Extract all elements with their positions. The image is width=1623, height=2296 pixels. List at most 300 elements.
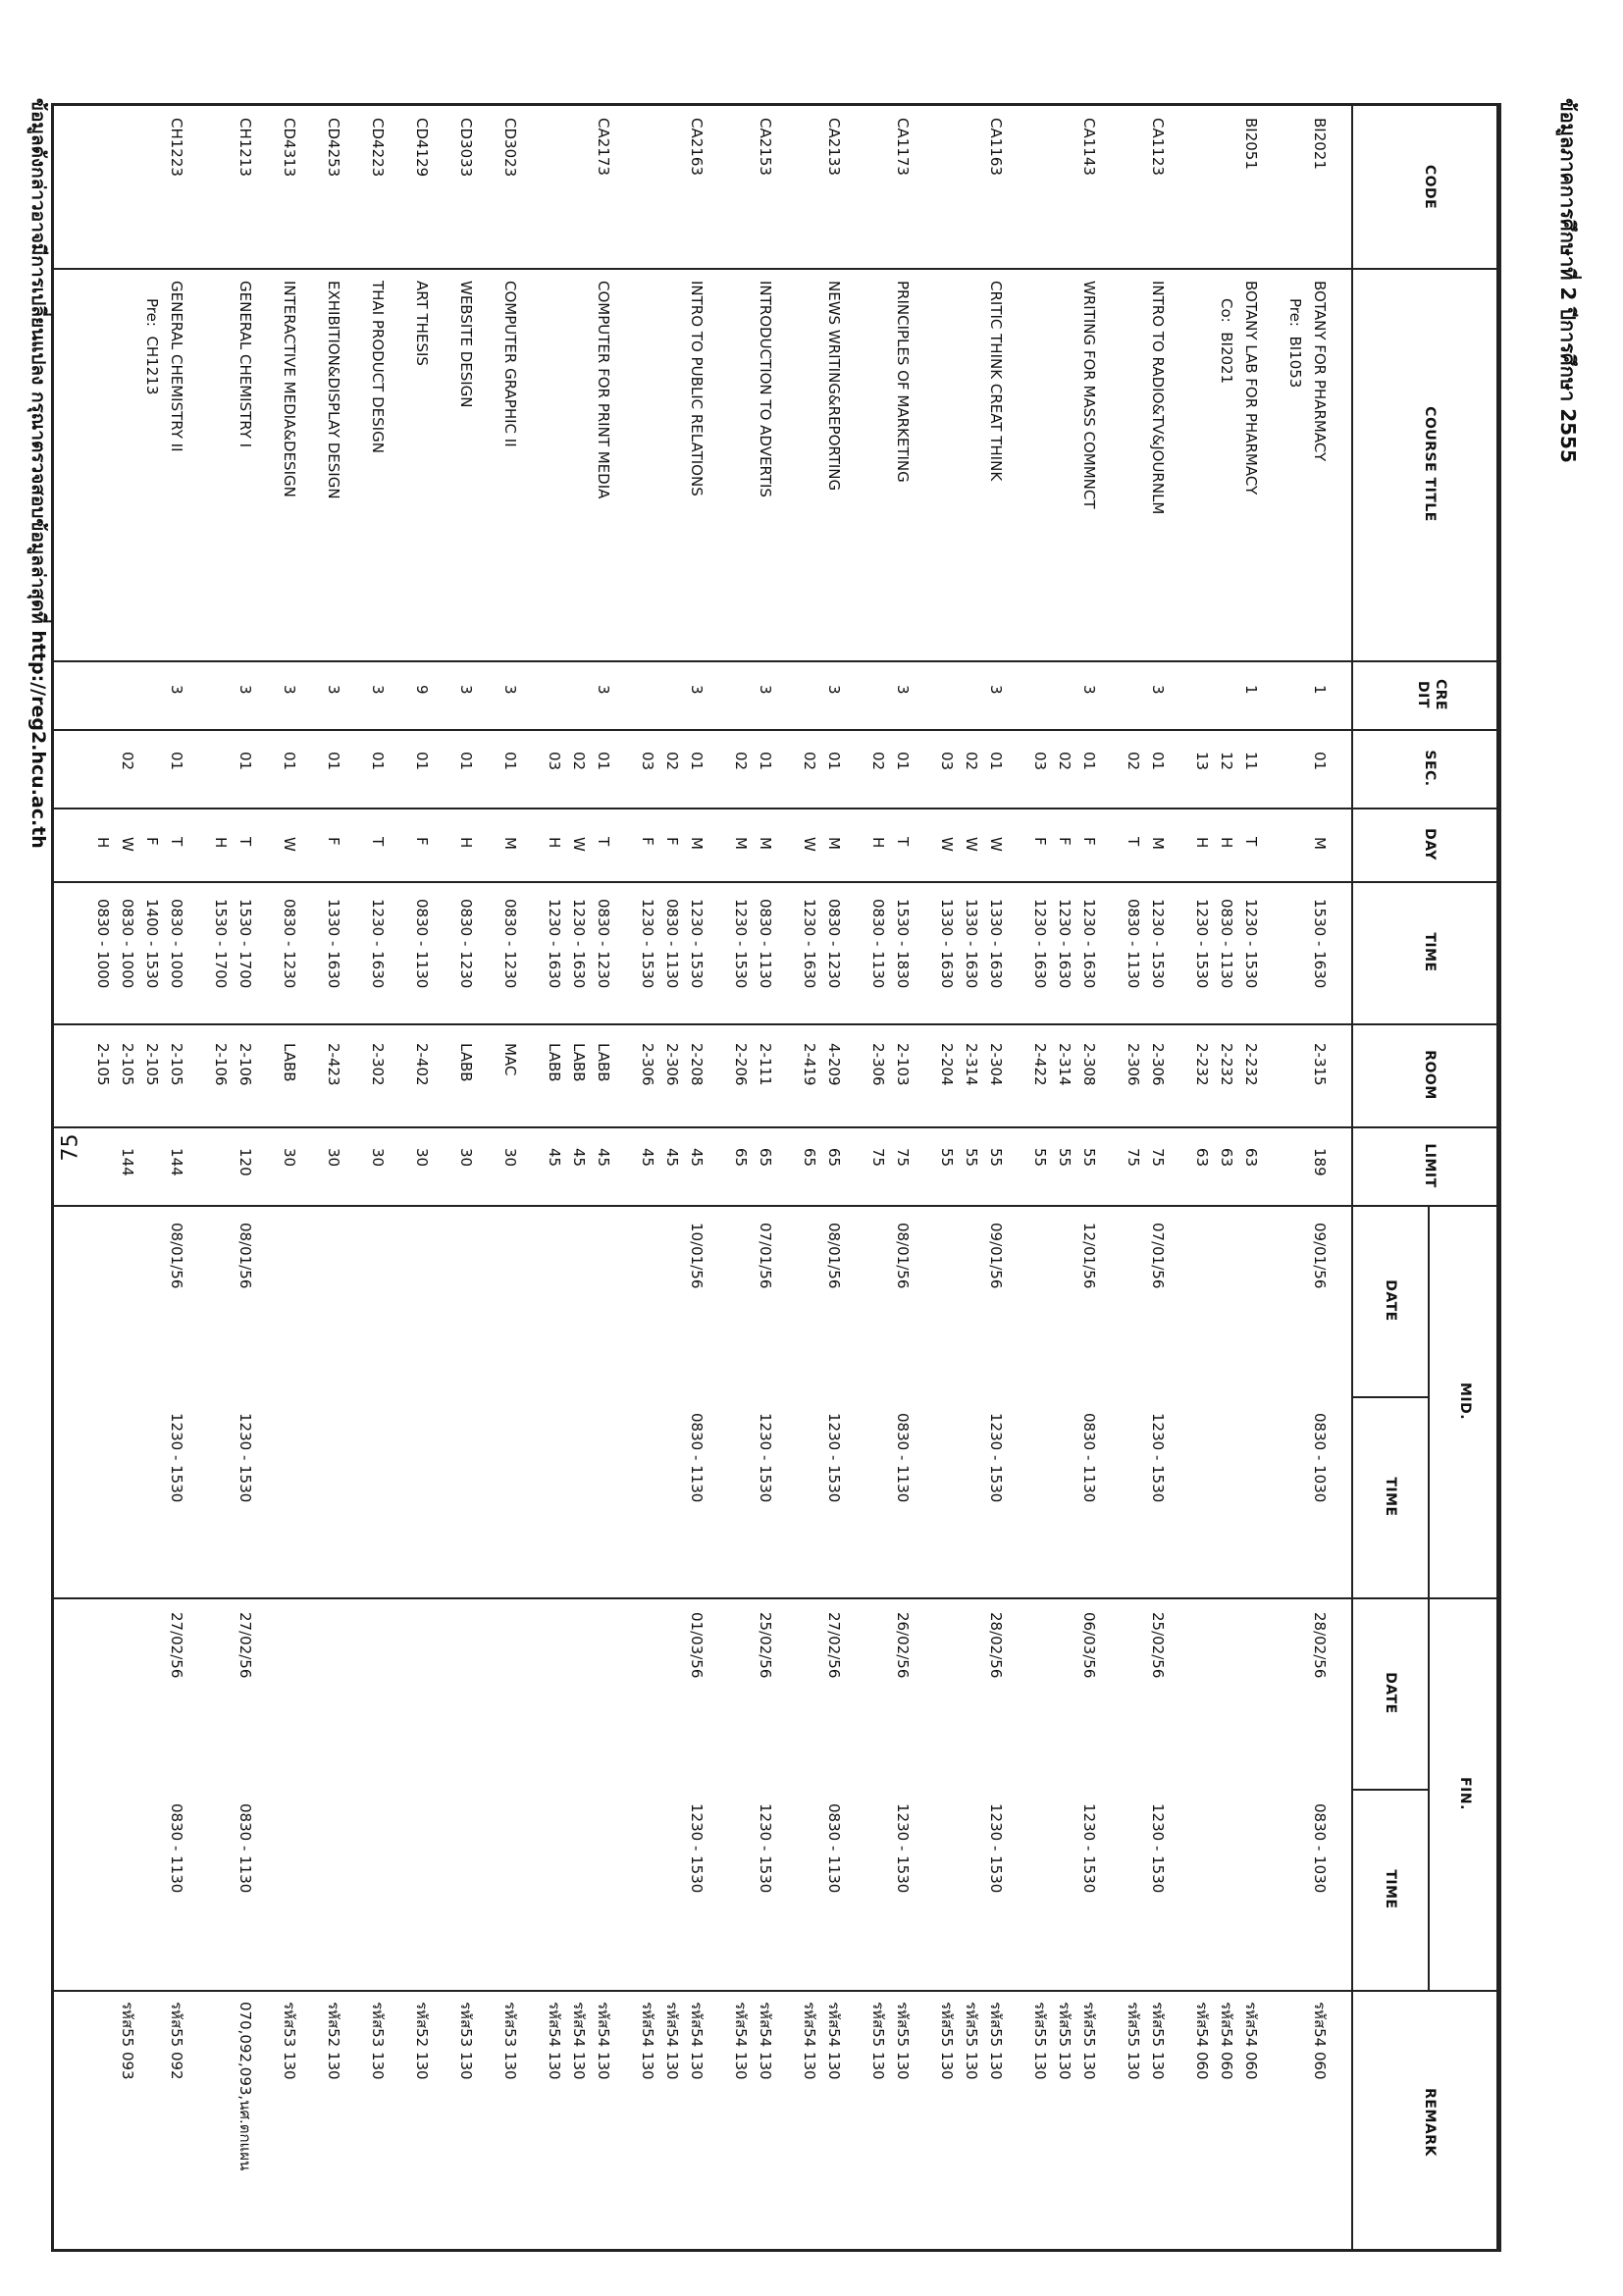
course-day: M xyxy=(501,837,519,850)
course-day: H xyxy=(457,837,475,849)
course-credit: 3 xyxy=(688,685,706,695)
course-time: 1230 - 1530 xyxy=(1193,899,1211,989)
course-remark: รหัส54 060 xyxy=(1193,2002,1211,2080)
course-time: 1230 - 1530 xyxy=(639,899,656,989)
course-title: COMPUTER FOR PRINT MEDIA xyxy=(595,281,612,499)
course-limit: 45 xyxy=(570,1148,588,1168)
course-remark: 070,092,093,นศ.ตกแผน xyxy=(236,2002,254,2171)
course-remark: รหัส55 130 xyxy=(1031,2002,1049,2080)
course-credit: 3 xyxy=(1149,685,1167,695)
course-remark: รหัส53 130 xyxy=(369,2002,387,2080)
course-room: 2-402 xyxy=(413,1043,431,1086)
course-sec: 02 xyxy=(963,752,980,771)
course-credit: 3 xyxy=(1080,685,1098,695)
course-remark: รหัส55 130 xyxy=(1149,2002,1167,2080)
course-limit: 65 xyxy=(825,1148,843,1168)
course-prerequisite: Co: BI2021 xyxy=(1218,298,1235,385)
course-mid-time: 0830 - 1130 xyxy=(894,1413,912,1503)
course-time: 1330 - 1630 xyxy=(938,899,956,989)
course-room: 2-105 xyxy=(94,1043,112,1086)
course-remark: รหัส52 130 xyxy=(413,2002,431,2080)
course-time: 0830 - 1000 xyxy=(119,899,136,989)
course-mid-date: 08/01/56 xyxy=(894,1223,912,1289)
course-day: M xyxy=(688,837,706,850)
col-mid-date: DATE xyxy=(1383,1279,1398,1322)
course-table xyxy=(51,103,1501,2252)
course-fin-time: 1230 - 1530 xyxy=(688,1803,706,1894)
course-fin-time: 1230 - 1530 xyxy=(894,1803,912,1894)
course-credit: 3 xyxy=(168,685,185,695)
course-limit: 63 xyxy=(1193,1148,1211,1168)
course-room: 2-419 xyxy=(801,1043,818,1086)
course-limit: 55 xyxy=(1031,1148,1049,1168)
course-remark: รหัส54 130 xyxy=(595,2002,612,2080)
course-time: 1230 - 1630 xyxy=(546,899,563,989)
course-credit: 3 xyxy=(369,685,387,695)
course-limit: 45 xyxy=(663,1148,681,1168)
course-sec: 13 xyxy=(1193,752,1211,771)
course-limit: 75 xyxy=(894,1148,912,1168)
course-sec: 11 xyxy=(1242,752,1260,771)
course-limit: 30 xyxy=(457,1148,475,1168)
course-limit: 65 xyxy=(757,1148,774,1168)
course-remark: รหัส54 130 xyxy=(757,2002,774,2080)
course-remark: รหัส55 093 xyxy=(119,2002,136,2080)
course-remark: รหัส54 130 xyxy=(546,2002,563,2080)
course-fin-date: 06/03/56 xyxy=(1080,1612,1098,1679)
course-title: ART THESIS xyxy=(413,281,431,366)
course-code: CD4313 xyxy=(281,118,298,178)
course-sec: 01 xyxy=(1149,752,1167,771)
course-code: CA2173 xyxy=(595,118,612,176)
course-room: 2-106 xyxy=(212,1043,230,1086)
course-code: CH1223 xyxy=(168,118,185,177)
course-mid-date: 08/01/56 xyxy=(236,1223,254,1289)
course-time: 0830 - 1130 xyxy=(869,899,887,989)
course-room: 2-204 xyxy=(938,1043,956,1086)
course-mid-date: 12/01/56 xyxy=(1080,1223,1098,1289)
course-day: W xyxy=(281,837,298,852)
course-credit: 3 xyxy=(987,685,1005,695)
course-sec: 01 xyxy=(457,752,475,771)
course-sec: 02 xyxy=(119,752,136,771)
course-sec: 01 xyxy=(501,752,519,771)
course-room: 4-209 xyxy=(825,1043,843,1086)
course-time: 0830 - 1130 xyxy=(663,899,681,989)
course-sec: 01 xyxy=(369,752,387,771)
course-day: F xyxy=(639,837,656,846)
course-limit: 65 xyxy=(801,1148,818,1168)
course-limit: 45 xyxy=(688,1148,706,1168)
course-room: LABB xyxy=(570,1043,588,1082)
course-sec: 03 xyxy=(1031,752,1049,771)
course-sec: 03 xyxy=(546,752,563,771)
course-remark: รหัส55 092 xyxy=(168,2002,185,2080)
course-credit: 9 xyxy=(413,685,431,695)
course-remark: รหัส54 060 xyxy=(1218,2002,1235,2080)
course-credit: 3 xyxy=(894,685,912,695)
course-title: WEBSITE DESIGN xyxy=(457,281,475,408)
course-fin-time: 1230 - 1530 xyxy=(1149,1803,1167,1894)
course-fin-date: 28/02/56 xyxy=(1311,1612,1329,1679)
course-mid-date: 08/01/56 xyxy=(168,1223,185,1289)
course-code: CA2163 xyxy=(688,118,706,176)
course-title: NEWS WRITING&REPORTING xyxy=(825,281,843,492)
course-time: 1330 - 1630 xyxy=(987,899,1005,989)
course-time: 0830 - 1230 xyxy=(825,899,843,989)
course-day: T xyxy=(595,837,612,847)
course-sec: 01 xyxy=(894,752,912,771)
course-time: 0830 - 1000 xyxy=(168,899,185,989)
course-limit: 144 xyxy=(168,1148,185,1176)
course-title: INTERACTIVE MEDIA&DESIGN xyxy=(281,281,298,497)
course-remark: รหัส55 130 xyxy=(987,2002,1005,2080)
course-remark: รหัส54 060 xyxy=(1242,2002,1260,2080)
course-limit: 55 xyxy=(1056,1148,1073,1168)
course-sec: 01 xyxy=(825,752,843,771)
course-room: MAC xyxy=(501,1043,519,1076)
course-time: 0830 - 1130 xyxy=(757,899,774,989)
course-time: 1230 - 1630 xyxy=(570,899,588,989)
course-room: LABB xyxy=(595,1043,612,1082)
course-remark: รหัส53 130 xyxy=(457,2002,475,2080)
course-day: M xyxy=(757,837,774,850)
course-sec: 01 xyxy=(1311,752,1329,771)
course-credit: 3 xyxy=(281,685,298,695)
course-remark: รหัส54 130 xyxy=(663,2002,681,2080)
course-sec: 01 xyxy=(325,752,342,771)
course-day: T xyxy=(1125,837,1142,847)
course-time: 1530 - 1700 xyxy=(236,899,254,989)
course-credit: 3 xyxy=(457,685,475,695)
course-room: 2-306 xyxy=(1149,1043,1167,1086)
course-sec: 01 xyxy=(413,752,431,771)
course-code: CH1213 xyxy=(236,118,254,177)
course-prerequisite: Pre: BI1053 xyxy=(1286,298,1304,389)
course-day: T xyxy=(168,837,185,847)
course-room: 2-105 xyxy=(119,1043,136,1086)
course-limit: 75 xyxy=(1149,1148,1167,1168)
course-room: LABB xyxy=(546,1043,563,1082)
course-day: W xyxy=(987,837,1005,852)
course-remark: รหัส54 130 xyxy=(570,2002,588,2080)
course-title: THAI PRODUCT DESIGN xyxy=(369,281,387,453)
course-code: CD4129 xyxy=(413,118,431,178)
col-sec: SEC. xyxy=(1422,750,1438,787)
course-limit: 30 xyxy=(369,1148,387,1168)
course-sec: 02 xyxy=(732,752,750,771)
course-room: 2-315 xyxy=(1311,1043,1329,1086)
course-code: CA2153 xyxy=(757,118,774,176)
course-credit: 3 xyxy=(325,685,342,695)
course-time: 0830 - 1130 xyxy=(413,899,431,989)
course-time: 0830 - 1230 xyxy=(457,899,475,989)
course-room: 2-232 xyxy=(1242,1043,1260,1086)
course-room: 2-314 xyxy=(963,1043,980,1086)
course-day: F xyxy=(1056,837,1073,846)
course-day: F xyxy=(143,837,161,846)
course-sec: 02 xyxy=(570,752,588,771)
course-room: 2-306 xyxy=(639,1043,656,1086)
course-limit: 75 xyxy=(869,1148,887,1168)
course-room: 2-306 xyxy=(869,1043,887,1086)
course-time: 0830 - 1130 xyxy=(1218,899,1235,989)
course-sec: 02 xyxy=(869,752,887,771)
course-limit: 120 xyxy=(236,1148,254,1176)
course-time: 1230 - 1530 xyxy=(688,899,706,989)
course-sec: 01 xyxy=(236,752,254,771)
course-room: 2-423 xyxy=(325,1043,342,1086)
col-time: TIME xyxy=(1422,932,1438,972)
course-code: CD4223 xyxy=(369,118,387,178)
course-room: LABB xyxy=(457,1043,475,1082)
course-mid-date: 09/01/56 xyxy=(1311,1223,1329,1289)
course-room: 2-306 xyxy=(663,1043,681,1086)
course-limit: 63 xyxy=(1218,1148,1235,1168)
course-code: CA2133 xyxy=(825,118,843,176)
course-time: 0830 - 1230 xyxy=(501,899,519,989)
course-day: H xyxy=(212,837,230,849)
col-fin: FIN. xyxy=(1457,1777,1473,1810)
col-remark: REMARK xyxy=(1422,2088,1438,2157)
course-title: INTRO TO RADIO&TV&JOURNLM xyxy=(1149,281,1167,515)
course-day: M xyxy=(1311,837,1329,850)
course-remark: รหัส55 130 xyxy=(1125,2002,1142,2080)
course-mid-date: 09/01/56 xyxy=(987,1223,1005,1289)
course-code: CD4253 xyxy=(325,118,342,178)
course-remark: รหัส55 130 xyxy=(869,2002,887,2080)
course-fin-date: 26/02/56 xyxy=(894,1612,912,1679)
course-sec: 02 xyxy=(1125,752,1142,771)
course-title: INTRODUCTION TO ADVERTIS xyxy=(757,281,774,497)
course-credit: 3 xyxy=(236,685,254,695)
course-limit: 189 xyxy=(1311,1148,1329,1176)
course-day: T xyxy=(1242,837,1260,847)
col-room: ROOM xyxy=(1422,1050,1438,1100)
course-time: 0830 - 1230 xyxy=(595,899,612,989)
course-sec: 02 xyxy=(663,752,681,771)
course-mid-date: 07/01/56 xyxy=(1149,1223,1167,1289)
course-room: 2-304 xyxy=(987,1043,1005,1086)
course-remark: รหัส53 130 xyxy=(501,2002,519,2080)
course-day: W xyxy=(570,837,588,852)
course-sec: 01 xyxy=(688,752,706,771)
course-code: CD3033 xyxy=(457,118,475,178)
course-fin-time: 1230 - 1530 xyxy=(1080,1803,1098,1894)
course-remark: รหัส55 130 xyxy=(938,2002,956,2080)
course-fin-time: 0830 - 1030 xyxy=(1311,1803,1329,1894)
course-room: 2-106 xyxy=(236,1043,254,1086)
course-limit: 55 xyxy=(938,1148,956,1168)
course-time: 1230 - 1630 xyxy=(1056,899,1073,989)
course-limit: 30 xyxy=(325,1148,342,1168)
course-time: 1230 - 1630 xyxy=(369,899,387,989)
course-time: 1400 - 1530 xyxy=(143,899,161,989)
course-limit: 30 xyxy=(413,1148,431,1168)
course-room: 2-232 xyxy=(1218,1043,1235,1086)
course-day: W xyxy=(801,837,818,852)
course-time: 0830 - 1000 xyxy=(94,899,112,989)
course-room: 2-103 xyxy=(894,1043,912,1086)
course-limit: 30 xyxy=(501,1148,519,1168)
course-day: T xyxy=(894,837,912,847)
course-time: 0830 - 1130 xyxy=(1125,899,1142,989)
col-mid-time: TIME xyxy=(1383,1477,1398,1517)
course-time: 1530 - 1630 xyxy=(1311,899,1329,989)
course-title: WRITING FOR MASS COMMNCT xyxy=(1080,281,1098,509)
course-code: CA1163 xyxy=(987,118,1005,176)
course-room: 2-314 xyxy=(1056,1043,1073,1086)
course-room: 2-306 xyxy=(1125,1043,1142,1086)
course-sec: 01 xyxy=(168,752,185,771)
course-day: W xyxy=(963,837,980,852)
course-time: 1230 - 1630 xyxy=(801,899,818,989)
course-fin-date: 27/02/56 xyxy=(236,1612,254,1679)
course-day: H xyxy=(1218,837,1235,849)
course-limit: 75 xyxy=(1125,1148,1142,1168)
course-day: M xyxy=(825,837,843,850)
course-credit: 1 xyxy=(1242,685,1260,695)
course-fin-time: 1230 - 1530 xyxy=(987,1803,1005,1894)
course-credit: 3 xyxy=(595,685,612,695)
course-remark: รหัส52 130 xyxy=(325,2002,342,2080)
course-room: 2-302 xyxy=(369,1043,387,1086)
course-sec: 02 xyxy=(801,752,818,771)
course-sec: 03 xyxy=(639,752,656,771)
course-fin-time: 1230 - 1530 xyxy=(757,1803,774,1894)
course-day: M xyxy=(732,837,750,850)
course-fin-time: 0830 - 1130 xyxy=(825,1803,843,1894)
course-credit: 3 xyxy=(501,685,519,695)
course-fin-date: 25/02/56 xyxy=(757,1612,774,1679)
course-day: F xyxy=(413,837,431,846)
course-fin-time: 0830 - 1130 xyxy=(236,1803,254,1894)
course-room: 2-208 xyxy=(688,1043,706,1086)
course-day: M xyxy=(1149,837,1167,850)
course-fin-date: 27/02/56 xyxy=(168,1612,185,1679)
course-room: 2-422 xyxy=(1031,1043,1049,1086)
course-remark: รหัส55 130 xyxy=(963,2002,980,2080)
col-fin-date: DATE xyxy=(1383,1672,1398,1714)
course-title: GENERAL CHEMISTRY II xyxy=(168,281,185,452)
course-room: 2-308 xyxy=(1080,1043,1098,1086)
course-day: F xyxy=(1080,837,1098,846)
course-time: 1230 - 1630 xyxy=(1080,899,1098,989)
course-code: CA1143 xyxy=(1080,118,1098,176)
course-day: T xyxy=(369,837,387,847)
course-code: CA1123 xyxy=(1149,118,1167,176)
course-day: H xyxy=(1193,837,1211,849)
course-title: CRITIC THINK CREAT THINK xyxy=(987,281,1005,482)
course-day: W xyxy=(119,837,136,852)
course-room: 2-111 xyxy=(757,1043,774,1086)
course-limit: 63 xyxy=(1242,1148,1260,1168)
course-limit: 55 xyxy=(987,1148,1005,1168)
course-mid-time: 1230 - 1530 xyxy=(987,1413,1005,1503)
course-sec: 01 xyxy=(281,752,298,771)
course-remark: รหัส54 130 xyxy=(825,2002,843,2080)
col-course-title: COURSE TITLE xyxy=(1422,406,1438,522)
course-room: LABB xyxy=(281,1043,298,1082)
course-fin-time: 0830 - 1130 xyxy=(168,1803,185,1894)
course-code: CA1173 xyxy=(894,118,912,176)
course-mid-time: 1230 - 1530 xyxy=(1149,1413,1167,1503)
course-day: W xyxy=(938,837,956,852)
course-title: GENERAL CHEMISTRY I xyxy=(236,281,254,448)
page-number: 75 xyxy=(58,1133,83,1162)
course-day: H xyxy=(94,837,112,849)
course-day: F xyxy=(1031,837,1049,846)
course-day: F xyxy=(663,837,681,846)
semester-header: ข้อมูลภาคการศึกษาที่ 2 ปีการศึกษา 2555 xyxy=(1556,98,1580,463)
course-mid-date: 08/01/56 xyxy=(825,1223,843,1289)
course-title: EXHIBITION&DISPLAY DESIGN xyxy=(325,281,342,499)
course-room: 2-206 xyxy=(732,1043,750,1086)
course-remark: รหัส54 130 xyxy=(688,2002,706,2080)
course-limit: 45 xyxy=(639,1148,656,1168)
course-credit: 3 xyxy=(757,685,774,695)
course-time: 0830 - 1230 xyxy=(281,899,298,989)
course-remark: รหัส54 130 xyxy=(639,2002,656,2080)
course-remark: รหัส55 130 xyxy=(1056,2002,1073,2080)
course-fin-date: 25/02/56 xyxy=(1149,1612,1167,1679)
course-code: CD3023 xyxy=(501,118,519,178)
course-day: H xyxy=(546,837,563,849)
course-code: BI2051 xyxy=(1242,118,1260,170)
course-mid-time: 0830 - 1130 xyxy=(688,1413,706,1503)
course-title: INTRO TO PUBLIC RELATIONS xyxy=(688,281,706,496)
course-mid-time: 0830 - 1030 xyxy=(1311,1413,1329,1503)
course-limit: 45 xyxy=(595,1148,612,1168)
course-remark: รหัส55 130 xyxy=(1080,2002,1098,2080)
col-limit: LIMIT xyxy=(1422,1143,1438,1188)
course-mid-date: 07/01/56 xyxy=(757,1223,774,1289)
course-day: F xyxy=(325,837,342,846)
course-credit: 3 xyxy=(825,685,843,695)
course-mid-time: 0830 - 1130 xyxy=(1080,1413,1098,1503)
course-room: 2-232 xyxy=(1193,1043,1211,1086)
course-remark: รหัส54 130 xyxy=(801,2002,818,2080)
course-time: 1230 - 1530 xyxy=(1242,899,1260,989)
course-sec: 12 xyxy=(1218,752,1235,771)
course-time: 1230 - 1530 xyxy=(732,899,750,989)
footer-note: ข้อมูลดังกล่าวอาจมีการเปลี่ยนแปลง กรุณาตรวจสอบข้อมูลล่าสุดที่ http://reg2.hcu.ac.th xyxy=(27,98,49,849)
course-title: PRINCIPLES OF MARKETING xyxy=(894,281,912,483)
course-code: BI2021 xyxy=(1311,118,1329,170)
course-limit: 55 xyxy=(1080,1148,1098,1168)
course-time: 1230 - 1530 xyxy=(1149,899,1167,989)
course-remark: รหัส54 130 xyxy=(732,2002,750,2080)
course-room: 2-105 xyxy=(143,1043,161,1086)
course-mid-time: 1230 - 1530 xyxy=(236,1413,254,1503)
course-time: 1330 - 1630 xyxy=(963,899,980,989)
course-time: 1530 - 1830 xyxy=(894,899,912,989)
course-remark: รหัส55 130 xyxy=(894,2002,912,2080)
course-sec: 02 xyxy=(1056,752,1073,771)
course-remark: รหัส53 130 xyxy=(281,2002,298,2080)
course-sec: 01 xyxy=(595,752,612,771)
course-mid-date: 10/01/56 xyxy=(688,1223,706,1289)
course-room: 2-105 xyxy=(168,1043,185,1086)
course-fin-date: 27/02/56 xyxy=(825,1612,843,1679)
course-fin-date: 01/03/56 xyxy=(688,1612,706,1679)
course-mid-time: 1230 - 1530 xyxy=(757,1413,774,1503)
course-limit: 45 xyxy=(546,1148,563,1168)
course-mid-time: 1230 - 1530 xyxy=(168,1413,185,1503)
course-title: BOTANY FOR PHARMACY xyxy=(1311,281,1329,462)
course-sec: 01 xyxy=(1080,752,1098,771)
course-limit: 65 xyxy=(732,1148,750,1168)
